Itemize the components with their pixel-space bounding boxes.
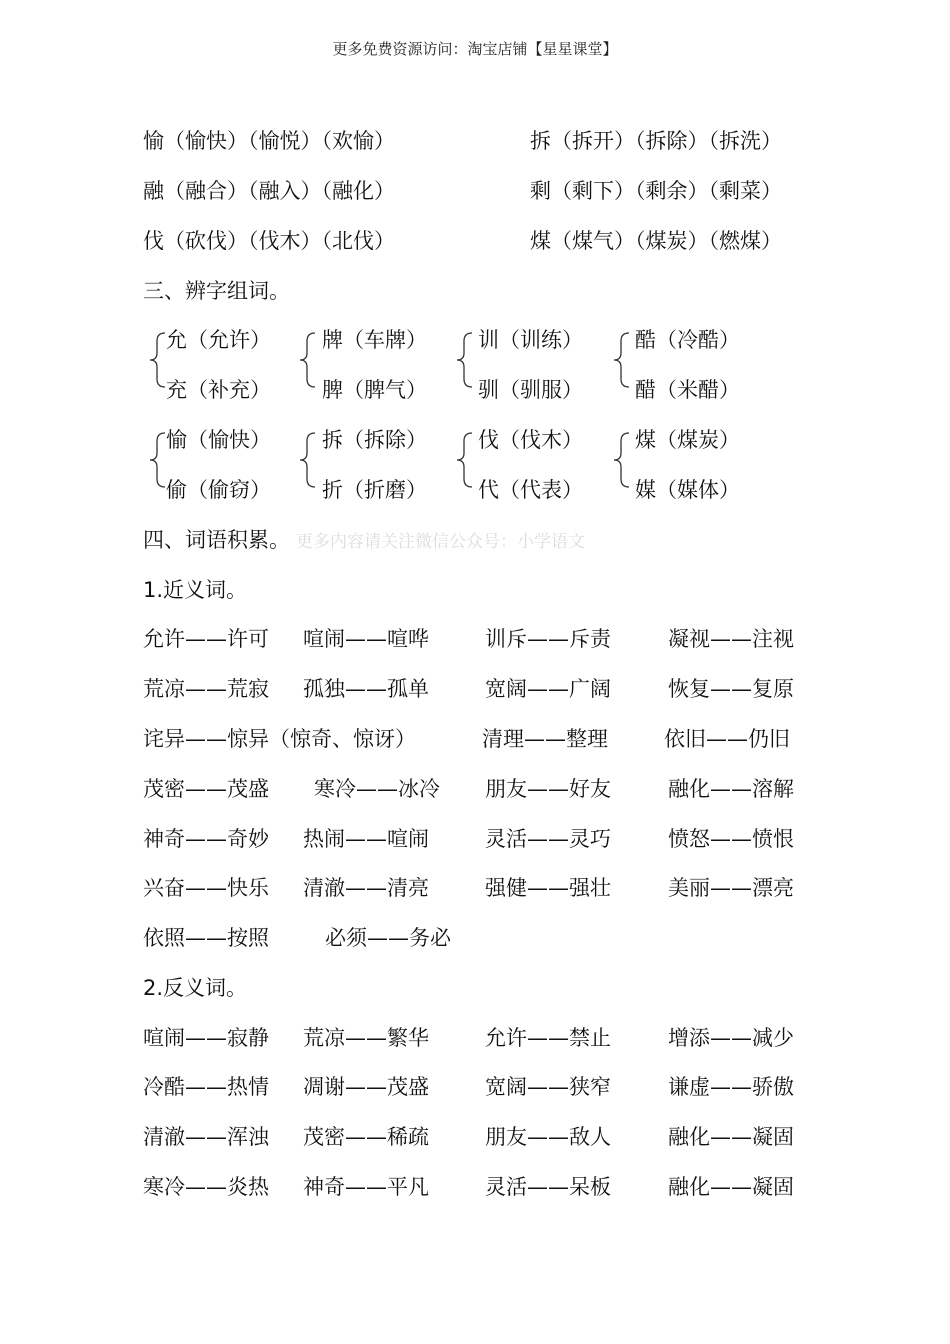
word-pair: 增添——减少: [668, 1026, 794, 1050]
char-group-top: 愉（愉快）: [166, 428, 271, 452]
word-pair: 谦虚——骄傲: [668, 1075, 794, 1099]
brace-icon: [611, 431, 631, 489]
char-group-bottom: 折（折磨）: [322, 478, 427, 502]
word-pair: 神奇——平凡: [303, 1175, 429, 1199]
word-pair: 寒冷——冰冷: [314, 777, 440, 801]
char-group-bottom: 代（代表）: [478, 478, 583, 502]
word-pair: 恢复——复原: [668, 677, 794, 701]
brace-icon: [297, 331, 317, 389]
word-pair: 灵活——呆板: [485, 1175, 611, 1199]
char-group-top: 拆（拆除）: [322, 428, 427, 452]
word-pair: 凋谢——茂盛: [303, 1075, 429, 1099]
word-pair: 训斥——斥责: [485, 627, 611, 651]
brace-icon: [454, 331, 474, 389]
watermark-text: 更多内容请关注微信公众号：小学语文: [296, 532, 585, 552]
word-pair: 清澈——浑浊: [143, 1125, 269, 1149]
char-group-bottom: 媒（媒体）: [635, 478, 740, 502]
word-pair: 热闹——喧闹: [303, 827, 429, 851]
word-pair: 孤独——孤单: [303, 677, 429, 701]
word-row-right: 拆（拆开）（拆除）（拆洗）: [530, 129, 782, 153]
word-pair: 寒冷——炎热: [143, 1175, 269, 1199]
char-group-top: 伐（伐木）: [478, 428, 583, 452]
word-row-right: 剩（剩下）（剩余）（剩菜）: [530, 179, 782, 203]
word-pair: 依旧——仍旧: [664, 727, 790, 751]
brace-icon: [611, 331, 631, 389]
word-pair: 朋友——好友: [485, 777, 611, 801]
word-pair: 兴奋——快乐: [143, 876, 269, 900]
word-pair: 美丽——漂亮: [668, 876, 794, 900]
word-row-left: 愉（愉快）（愉悦）（欢愉）: [143, 129, 395, 153]
word-pair: 灵活——灵巧: [485, 827, 611, 851]
word-pair: 清理——整理: [482, 727, 608, 751]
char-group-bottom: 醋（米醋）: [635, 378, 740, 402]
word-pair: 荒凉——繁华: [303, 1026, 429, 1050]
char-group-bottom: 脾（脾气）: [322, 378, 427, 402]
word-pair: 宽阔——广阔: [485, 677, 611, 701]
char-group-bottom: 偷（偷窃）: [166, 478, 271, 502]
word-pair: 允许——禁止: [485, 1026, 611, 1050]
section-title: 三、辨字组词。: [143, 279, 290, 303]
word-pair: 愤怒——愤恨: [668, 827, 794, 851]
word-pair: 宽阔——狭窄: [485, 1075, 611, 1099]
word-pair: 强健——强壮: [485, 876, 611, 900]
section-title-row: [143, 526, 585, 556]
word-pair: 融化——溶解: [668, 777, 794, 801]
section-title: 四、词语积累。: [143, 528, 290, 552]
word-pair: 茂密——茂盛: [143, 777, 269, 801]
word-pair: 神奇——奇妙: [143, 827, 269, 851]
word-pair: 依照——按照: [143, 926, 269, 950]
word-row-right: 煤（煤气）（煤炭）（燃煤）: [530, 229, 782, 253]
word-row-left: 融（融合）（融入）（融化）: [143, 179, 395, 203]
word-pair: 必须——务必: [325, 926, 451, 950]
word-pair: 喧闹——喧哗: [303, 627, 429, 651]
word-pair: 荒凉——荒寂: [143, 677, 269, 701]
word-pair: 融化——凝固: [668, 1125, 794, 1149]
subsection-title: 1.近义词。: [143, 578, 248, 602]
word-pair: 诧异——惊异（惊奇、惊讶）: [143, 727, 416, 751]
word-pair: 茂密——稀疏: [303, 1125, 429, 1149]
brace-icon: [297, 431, 317, 489]
char-group-bottom: 驯（驯服）: [478, 378, 583, 402]
char-group-bottom: 充（补充）: [166, 378, 271, 402]
char-group-top: 允（允许）: [166, 328, 271, 352]
page-header: 更多免费资源访问：淘宝店铺【星星课堂】: [332, 40, 618, 58]
word-pair: 喧闹——寂静: [143, 1026, 269, 1050]
word-pair: 凝视——注视: [668, 627, 794, 651]
word-pair: 清澈——清亮: [303, 876, 429, 900]
brace-icon: [147, 331, 167, 389]
brace-icon: [454, 431, 474, 489]
word-pair: 融化——凝固: [668, 1175, 794, 1199]
subsection-title: 2.反义词。: [143, 976, 248, 1000]
word-pair: 冷酷——热情: [143, 1075, 269, 1099]
char-group-top: 酷（冷酷）: [635, 328, 740, 352]
char-group-top: 牌（车牌）: [322, 328, 427, 352]
word-pair: 朋友——敌人: [485, 1125, 611, 1149]
char-group-top: 训（训练）: [478, 328, 583, 352]
brace-icon: [147, 431, 167, 489]
char-group-top: 煤（煤炭）: [635, 428, 740, 452]
word-pair: 允许——许可: [143, 627, 269, 651]
word-row-left: 伐（砍伐）（伐木）（北伐）: [143, 229, 395, 253]
